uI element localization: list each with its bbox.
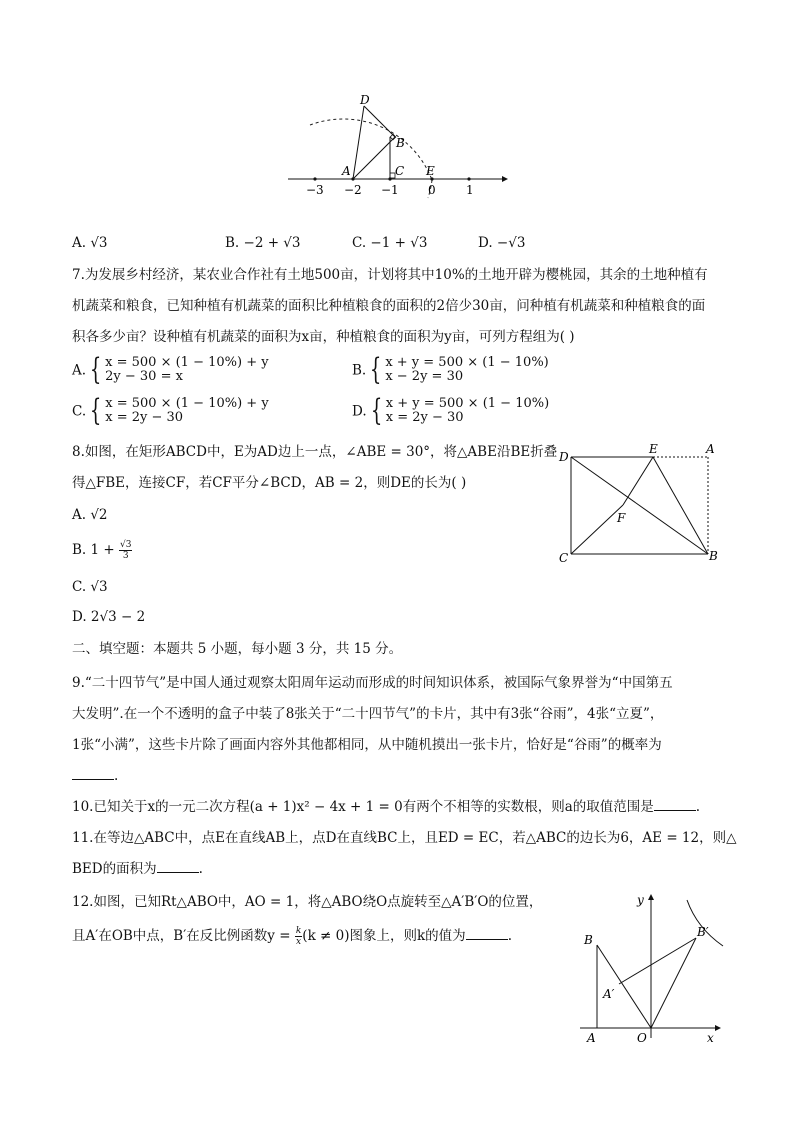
- brace-icon: {: [89, 352, 102, 387]
- q7-option-a-label: A.: [72, 362, 87, 379]
- q7-d-eq2: x = 2y − 30: [385, 410, 464, 425]
- q7-line1: 7.为发展乡村经济，某农业合作社有土地500亩，计划将其中10%的土地开辟为樱桃园，其余的土地种植有: [72, 267, 708, 283]
- q8-b-denominator: 3: [122, 551, 129, 561]
- q11-answer-blank[interactable]: [157, 860, 199, 873]
- q7-b-eq2: x − 2y = 30: [385, 369, 464, 384]
- q9-answer-blank[interactable]: [72, 767, 114, 780]
- q10-text: 10.已知关于x的一元二次方程(a + 1)x² − 4x + 1 = 0有两个不相等的实数根，则a的取值范围是: [72, 799, 654, 815]
- fig12-label-Bp: B′: [697, 925, 709, 939]
- q12-text2-post: (k ≠ 0)图象上，则k的值为: [302, 928, 466, 944]
- q6-option-d[interactable]: D. −√3: [478, 235, 526, 251]
- q7-option-c[interactable]: [72, 393, 269, 428]
- label-C: C: [395, 164, 405, 178]
- fig12-label-Ap: A′: [603, 987, 615, 1001]
- tick-0: 0: [428, 183, 436, 197]
- q11-line2: [72, 860, 203, 878]
- q11-line1: 11.在等边△ABC中，点E在直线AB上，点D在直线BC上，且ED = EC，若△ABC的边长为6，AE = 12，则△: [72, 830, 737, 846]
- q12-line2: [72, 926, 512, 947]
- q9-end: .: [114, 768, 119, 784]
- q7-c-eq1: x = 500 × (1 − 10%) + y: [105, 396, 269, 411]
- fig12-label-O: O: [637, 1031, 647, 1045]
- q12-frac-num: k: [295, 926, 302, 936]
- q7-a-eq2: 2y − 30 = x: [105, 369, 183, 384]
- fig12-label-x: x: [707, 1031, 714, 1045]
- q7-option-d[interactable]: [352, 393, 550, 428]
- q9-line4: [72, 767, 118, 785]
- q8-option-b-prefix: B. 1 +: [72, 542, 115, 558]
- tick-neg1: −1: [381, 183, 399, 197]
- brace-icon: {: [370, 352, 382, 387]
- q8-option-d[interactable]: D. 2√3 − 2: [72, 609, 146, 625]
- fig8-label-B: B: [709, 549, 718, 563]
- q8-option-c[interactable]: C. √3: [72, 579, 108, 595]
- q8-b-numerator: √3: [120, 540, 132, 550]
- fig8-label-F: F: [617, 511, 626, 525]
- q12-line1: 12.如图，已知Rt△ABO中，AO = 1，将△ABO绕O点旋转至△A′B′O的位置，: [72, 894, 543, 910]
- fig12-label-B: B: [584, 933, 593, 947]
- q12-answer-blank[interactable]: [466, 927, 508, 940]
- fig8-label-C: C: [559, 551, 569, 565]
- q11-text2: BED的面积为: [72, 861, 157, 877]
- q7-c-eq2: x = 2y − 30: [105, 410, 184, 425]
- q6-option-b[interactable]: B. −2 + √3: [225, 235, 301, 251]
- q7-option-a[interactable]: [72, 352, 269, 387]
- coordinate-figure: [575, 888, 735, 1048]
- q7-a-eq1: x = 500 × (1 − 10%) + y: [105, 355, 269, 370]
- q6-option-c[interactable]: C. −1 + √3: [352, 235, 428, 251]
- q7-option-d-label: D.: [352, 403, 367, 420]
- q7-line2: 机蔬菜和粮食，已知种植有机蔬菜的面积比种植粮食的面积的2倍少30亩，问种植有机蔬菜和种植粮食的面: [72, 298, 706, 314]
- tick-1: 1: [466, 183, 474, 197]
- tick-neg2: −2: [344, 183, 362, 197]
- tick-neg3: −3: [306, 183, 324, 197]
- label-A: A: [342, 164, 351, 178]
- q9-line2: 大发明”.在一个不透明的盒子中装了8张关于“二十四节气”的卡片，其中有3张“谷雨”，4张“立夏”，: [72, 706, 664, 722]
- q7-d-eq1: x + y = 500 × (1 − 10%): [385, 396, 550, 411]
- q7-option-c-label: C.: [72, 403, 87, 420]
- q10-line: [72, 798, 700, 816]
- q7-option-b-label: B.: [352, 362, 367, 379]
- brace-icon: {: [89, 393, 102, 428]
- q7-b-eq1: x + y = 500 × (1 − 10%): [385, 355, 549, 370]
- q11-end: .: [198, 861, 203, 877]
- q10-answer-blank[interactable]: [654, 798, 696, 811]
- q8-option-b[interactable]: [72, 540, 132, 561]
- label-E: E: [426, 164, 435, 178]
- fig8-label-D: D: [559, 450, 569, 464]
- label-D: D: [360, 93, 370, 107]
- q10-end: .: [695, 799, 701, 815]
- section-2-heading: 二、填空题：本题共 5 小题，每小题 3 分，共 15 分。: [72, 641, 403, 657]
- fig8-label-A: A: [706, 442, 715, 456]
- q12-text2-pre: 且A′在OB中点，B′在反比例函数y =: [72, 928, 291, 944]
- fig8-label-E: E: [649, 442, 658, 456]
- q12-frac-den: x: [296, 937, 302, 947]
- label-B: B: [396, 136, 405, 150]
- numberline-figure: [280, 90, 520, 200]
- fig12-label-A: A: [587, 1031, 596, 1045]
- rectangle-figure: [555, 440, 730, 570]
- q9-line3: 1张“小满”，这些卡片除了画面内容外其他都相同，从中随机摸出一张卡片，恰好是“谷雨”的概率为: [72, 737, 662, 753]
- brace-icon: {: [370, 393, 382, 428]
- q12-end: .: [507, 928, 512, 944]
- q6-option-a[interactable]: A. √3: [72, 235, 108, 251]
- q7-line3: 积各多少亩？设种植有机蔬菜的面积为x亩，种植粮食的面积为y亩，可列方程组为( ): [72, 329, 575, 345]
- q9-line1: 9.“二十四节气”是中国人通过观察太阳周年运动而形成的时间知识体系，被国际气象界誉为“中国第五: [72, 675, 673, 691]
- q7-option-b[interactable]: [352, 352, 549, 387]
- q8-line1: 8.如图，在矩形ABCD中，E为AD边上一点，∠ABE = 30°，将△ABE沿BE折叠: [72, 444, 558, 460]
- q8-option-a[interactable]: A. √2: [72, 507, 108, 523]
- q8-line2: 得△FBE，连接CF，若CF平分∠BCD，AB = 2，则DE的长为( ): [72, 475, 467, 491]
- fig12-label-y: y: [637, 893, 644, 907]
